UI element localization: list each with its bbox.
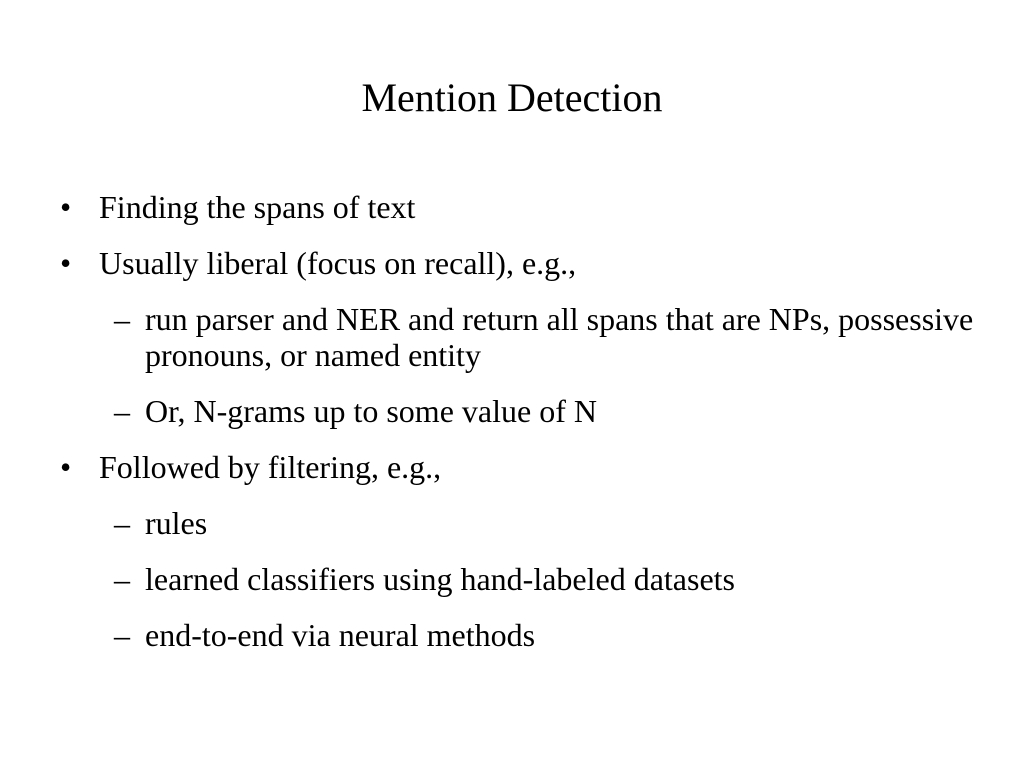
list-item — [60, 449, 1010, 485]
list-item-text: run parser and NER and return all spans that are NPs, possessive pronouns, or named entity — [145, 301, 974, 373]
slide-title: Mention Detection — [361, 75, 663, 120]
list-item — [60, 561, 1010, 597]
list-item-text: Finding the spans of text — [99, 189, 416, 225]
bullet-marker: • — [60, 189, 72, 225]
list-item — [60, 505, 1010, 541]
list-item-text: end-to-end via neural methods — [145, 617, 536, 653]
bullet-list — [60, 189, 1010, 673]
list-item-text: rules — [145, 505, 208, 541]
list-item — [60, 617, 1010, 653]
dash-marker: – — [114, 561, 130, 597]
list-item-text: Usually liberal (focus on recall), e.g., — [99, 245, 577, 281]
list-item — [60, 189, 1010, 225]
list-item — [60, 393, 1010, 429]
list-item-text: Or, N-grams up to some value of N — [145, 393, 597, 429]
list-item-text: Followed by filtering, e.g., — [99, 449, 442, 485]
dash-marker: – — [114, 393, 130, 429]
list-item — [60, 301, 1010, 373]
dash-marker: – — [114, 617, 130, 653]
dash-marker: – — [114, 505, 130, 541]
list-item — [60, 245, 1010, 281]
bullet-marker: • — [60, 449, 72, 485]
list-item-text: learned classifiers using hand-labeled datasets — [145, 561, 735, 597]
bullet-marker: • — [60, 245, 72, 281]
dash-marker: – — [114, 301, 130, 337]
